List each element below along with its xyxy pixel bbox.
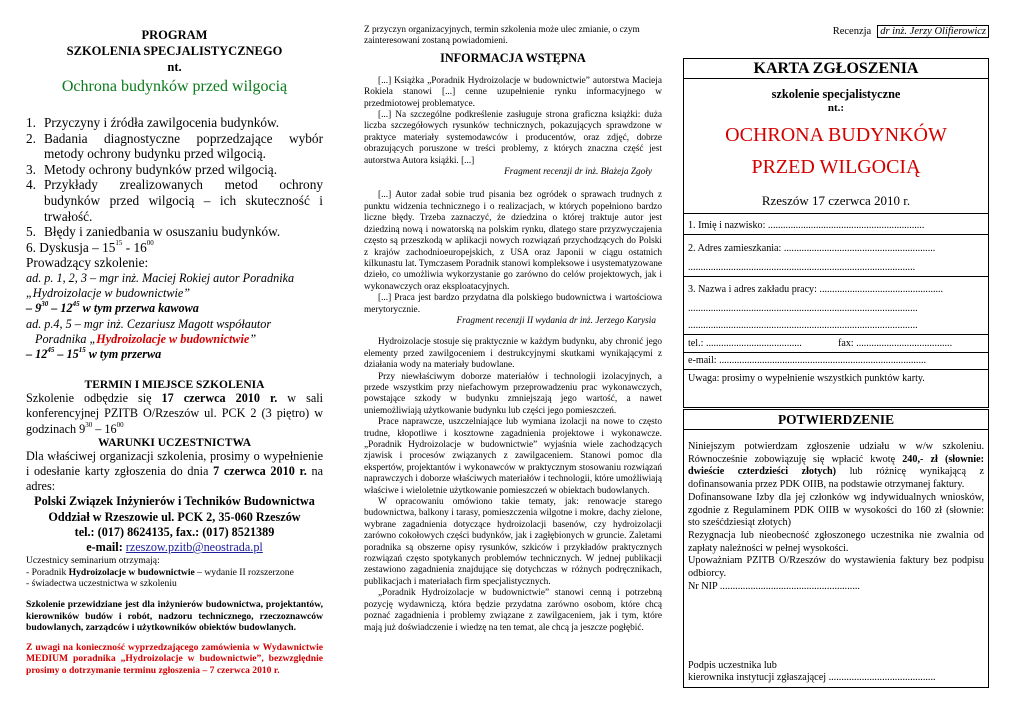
review-credit: Recenzja dr inż. Jerzy Olifierowicz: [833, 26, 989, 37]
body-paragraph: Prace naprawcze, uszczelniające lub wymiana izolacji na nowe to często trudne, kłopotliwe i kosztowne zagadnienia projektowe i wykonawcze. „Poradnik Hydroizolacje w budownictwie” wyjaśnia wiele zachodzących zjawisk i procesów związanych z zawilgaceniem. Stanowi pomoc dla ekspertów, projektantów i wykonawców w praktycznym stosowaniu rozwiązań naprawczych i doborze właściwych materiałów i technologii, które umożliwiają właściwe i wieloletnie użytkowanie pomieszczeń w obiektach budowlanych.: [364, 417, 662, 496]
body-paragraph: Przy niewłaściwym doborze materiałów i technologii izolacyjnych, a przede wszystkim przy niefachowym przeprowadzeniu prac wykonawczych, powstające szkody w budynku zmniejszają jego wartość, a nawet uniemożliwiają użytkowanie budynku lub części jego pomieszczeń.: [364, 371, 662, 416]
review-paragraph: [...] Na szczególne podkreślenie zasługuje strona graficzna książki: duża liczba szczegółowych rysunków technicznych, pokazujących sprawdzone w praktyce materiały systemodawców i producentów, oraz zdjęć, dobrze obrazujących poruszone w treści problemy, z których znaczna część jest autorstwa Autora książki. [...]: [364, 110, 662, 166]
review-signature-1: Fragment recenzji dr inż. Błażeja Zgoły: [504, 167, 652, 178]
signature-field[interactable]: kierownika instytucji zgłaszającej ..........................................: [688, 672, 936, 684]
confirmation-heading: POTWIERDZENIE: [684, 410, 988, 430]
program-item: 2. Badania diagnostyczne poprzedzające wybór metody ochrony budynku przed wilgocią.: [26, 130, 323, 162]
org-email: e-mail: rzeszow.pzitb@neostrada.pl: [86, 539, 263, 554]
confirmation-paragraph: Dofinansowane Izby dla jej członków wg indywidualnych wniosków, zgodnie z Regulaminem PDK OIIB w wysokości do 160 zł (słownie: sto sześćdziesiąt złotych): [688, 491, 984, 529]
phone-field[interactable]: tel.: ......................................: [688, 338, 802, 349]
body-paragraph: Hydroizolacje stosuje się praktycznie w każdym budynku, aby chronić jego elementy przed zawilgoceniem i destrukcyjnymi skutkami wynikającymi z działania wody na materiały budowlane.: [364, 337, 662, 371]
confirmation-box: [683, 409, 989, 688]
card-topic-line1: OCHRONA BUDYNKÓW: [725, 124, 947, 146]
workplace-field[interactable]: 3. Nazwa i adres zakładu pracy: .................................................: [688, 284, 944, 295]
lecturers-label: Prowadzący szkolenie:: [26, 255, 149, 271]
card-date: Rzeszów 17 czerwca 2010 r.: [684, 193, 988, 214]
nip-field[interactable]: Nr NIP .......................................................: [688, 580, 860, 592]
card-note: Uwaga: prosimy o wypełnienie wszystkich punktów karty.: [688, 373, 925, 384]
review-paragraph: [...] Autor zadał sobie trud pisania bez ogródek o sprawach trudnych z punktu widzenia technicznego i o realizacjach, w których popełniono bardzo liczne błędy. Trzeba zaznaczyć, że dziedzina o której traktuje autor jest dziedziną nową i nowatorską na polskim rynku, dlatego stare przyzwyczajenia często są przeszkodą w aplikacji nowych rozwiązań przychodzących do Polski z krajów zachodnioeuropejskich, z USA oraz Japonii w ciągu ostatnich kilkunastu lat. Tymczasem Poradnik stanowi kompleksowe i usystematyzowane dzieło, co umożliwia wykorzystanie go zarówno do celów projektowych, jak i wykonawczych oraz eksploatacyjnych.: [364, 190, 662, 292]
schedule-note: Z przyczyn organizacyjnych, termin szkolenia może ulec zmianie, o czym zainteresowani zostaną powiadomieni.: [364, 25, 640, 47]
program-item: 4. Przykłady zrealizowanych metod ochrony budynków przed wilgocią – ich skuteczność i trwałość.: [26, 177, 323, 224]
fax-field[interactable]: fax: ......................................: [838, 338, 953, 349]
email-link[interactable]: rzeszow.pzitb@neostrada.pl: [125, 539, 263, 554]
termin-text: Szkolenie odbędzie się 17 czerwca 2010 r. w sali konferencyjnej PZITB O/Rzeszów ul. PCK 2 (3 piętro) w godzinach $9^{30} - 16^{00}$: [26, 391, 323, 436]
card-topic-line2: PRZED WILGOCIĄ: [751, 156, 921, 178]
receive-item: - Poradnik Hydroizolacje w budownictwie – wydanie II rozszerzone: [26, 566, 294, 578]
lecturers: [26, 271, 323, 362]
review-paragraph: [...] Praca jest bardzo przydatna dla polskiego budownictwa i wartościowa merytorycznie.: [364, 293, 662, 315]
workplace-field-cont[interactable]: ...........................................................................................: [684, 316, 988, 335]
workplace-field-cont[interactable]: ...........................................................................................: [688, 303, 918, 314]
name-field[interactable]: 1. Imię i nazwisko: ..............................................................: [684, 214, 988, 235]
card-title: KARTA ZGŁOSZENIA: [684, 59, 988, 79]
target-audience: Szkolenie przewidziane jest dla inżynierów budownictwa, projektantów, kierowników budów i robót, nadzoru technicznego, rzeczoznawców budowlanych, zarządców i użytkowników obiektów budowlanych.: [26, 598, 323, 634]
signature-area: [688, 660, 936, 685]
program-label: PROGRAM: [141, 28, 208, 42]
termin-heading: TERMIN I MIEJSCE SZKOLENIA: [84, 379, 265, 392]
program-column: [26, 0, 323, 677]
warunki-heading: WARUNKI UCZESTNICTWA: [97, 436, 252, 449]
break-2: – $12^{45} - 15^{15}$ w tym przerwa: [26, 345, 162, 361]
program-item: 3. Metody ochrony budynków przed wilgocią.: [26, 161, 278, 177]
info-column: [364, 25, 662, 634]
registration-column: [683, 0, 989, 724]
lecturer-2-book: Poradnika „Hydroizolacje w budownictwie”: [35, 331, 257, 346]
confirmation-paragraph: Niniejszym potwierdzam zgłoszenie udziału w w/w szkoleniu. Równocześnie zobowiązuję się wpłacić kwotę 240,- zł (słownie: dwieście czterdzieści złotych) lub różnicę wynikającą z dofinansowania przez PDK OIIB, na podstawie otrzymanej faktury.: [688, 441, 985, 491]
program-nt: nt.: [167, 60, 182, 74]
lecturer-1: ad. p. 1, 2, 3 – mgr inż. Maciej Rokiej autor Poradnika „Hydroizolacje w budownictwie”: [26, 270, 295, 301]
org-name: Polski Związek Inżynierów i Techników Budownictwa: [34, 494, 315, 509]
body-paragraph: „Poradnik Hydroizolacje w budownictwie” stanowi cenną i potrzebną pozycję wydawniczą, która będzie przydatna zarówno osobom, które chcą poznać zagadnienia i problemy związane z zawilgaceniem, jak i tym, które mają już doświadczenie i wiedzę na ten temat, ale chcą ja jeszcze pogłębić.: [364, 588, 662, 633]
email-field[interactable]: e-mail: ..................................................................................: [684, 353, 988, 370]
program-item-discussion: 6. Dyskusja – $15^{15} - 16^{00}$: [26, 238, 154, 255]
program-header: [26, 27, 323, 75]
confirmation-text: [684, 430, 988, 593]
body-paragraph: W opracowaniu omówiono takie tematy, jak: renowacje starego budownictwa, balkony i tarasy, pomieszczenia wilgotne i mokre, dachy zielone, wybrane zagadnienia dotyczące hydroizolacji basenów, czy hydroizolacji zarówno cokołowych części budynków, jak i zagłębionych w gruncie. Zaletami poradnika są obszerne opisy rysunków, szkiców i przykładów praktycznych rozwiązań często spotykanych problemów technicznych. W jednej publikacji zestawiono zagadnienia znajdujące się dotychczas w różnych podręcznikach, publikacjach i materiałach firm specjalistycznych.: [364, 497, 662, 587]
registration-card: [683, 58, 989, 408]
lecturer-2: ad. p.4, 5 – mgr inż. Cezariusz Magott współautor: [26, 316, 272, 331]
program-subtitle: SZKOLENIA SPECJALISTYCZNEGO: [66, 44, 283, 58]
warning-note: Z uwagi na konieczność wyprzedzającego zamówienia w Wydawnictwie MEDIUM poradnika „Hydroizolacje w budownictwie”, bezwzględnie prosimy o dotrzymanie terminu zgłoszenia – 7 czerwca 2010 r.: [26, 641, 323, 676]
org-address: Oddział w Rzeszowie ul. PCK 2, 35-060 Rzeszów: [48, 509, 301, 524]
address-block: [26, 494, 323, 555]
address-field[interactable]: 2. Adres zamieszkania: ............................................................: [688, 243, 936, 254]
warunki-text: Dla właściwej organizacji szkolenia, prosimy o wypełnienie i odesłanie karty zgłoszenia do dnia 7 czerwca 2010 r. na adres:: [26, 448, 323, 494]
phone-fax-row: [684, 335, 988, 353]
address-field-cont[interactable]: ..........................................................................................: [684, 257, 988, 277]
program-item: 5. Błędy i zaniedbania w osuszaniu budynków.: [26, 224, 281, 240]
break-1: – $9^{30} - 12^{45}$ w tym przerwa kawowa: [26, 300, 199, 316]
receive-item: - świadectwa uczestnictwa w szkoleniu: [26, 578, 177, 590]
program-list: [26, 115, 323, 271]
reviewer-name: dr inż. Jerzy Olifierowicz: [877, 25, 989, 38]
info-heading: INFORMACJA WSTĘPNA: [440, 50, 586, 65]
review-signature-2: Fragment recenzji II wydania dr inż. Jerzego Karysia: [456, 315, 656, 326]
receive-list: Uczestnicy seminarium otrzymają: - Poradnik Hydroizolacje w budownictwie – wydanie II rozszerzone - świadectwa uczestnictwa w szkoleniu: [26, 555, 323, 590]
program-title: Ochrona budynków przed wilgocią: [61, 78, 288, 95]
org-phone: tel.: (017) 8624135, fax.: (017) 8521389: [74, 524, 275, 539]
confirmation-paragraph: Upoważniam PZITB O/Rzeszów do wystawienia faktury bez podpisu odbiorcy.: [688, 555, 984, 580]
card-subtitle: szkolenie specjalistyczne: [771, 87, 901, 101]
program-item: 1. Przyczyny i źródła zawilgocenia budynków.: [26, 115, 280, 130]
signature-label: Podpis uczestnika lub: [688, 659, 777, 671]
confirmation-paragraph: Rezygnacja lub nieobecność zgłoszonego uczestnika nie zwalnia od zapłaty należności w pełnej wysokości.: [688, 529, 984, 554]
card-nt: nt.:: [827, 102, 845, 114]
review-paragraph: [...] Książka „Poradnik Hydroizolacje w budownictwie” autorstwa Macieja Rokiela stanowi [...] cenne uzupełnienie rynku informacyjnego w przedmiotowej problematyce.: [364, 75, 662, 109]
